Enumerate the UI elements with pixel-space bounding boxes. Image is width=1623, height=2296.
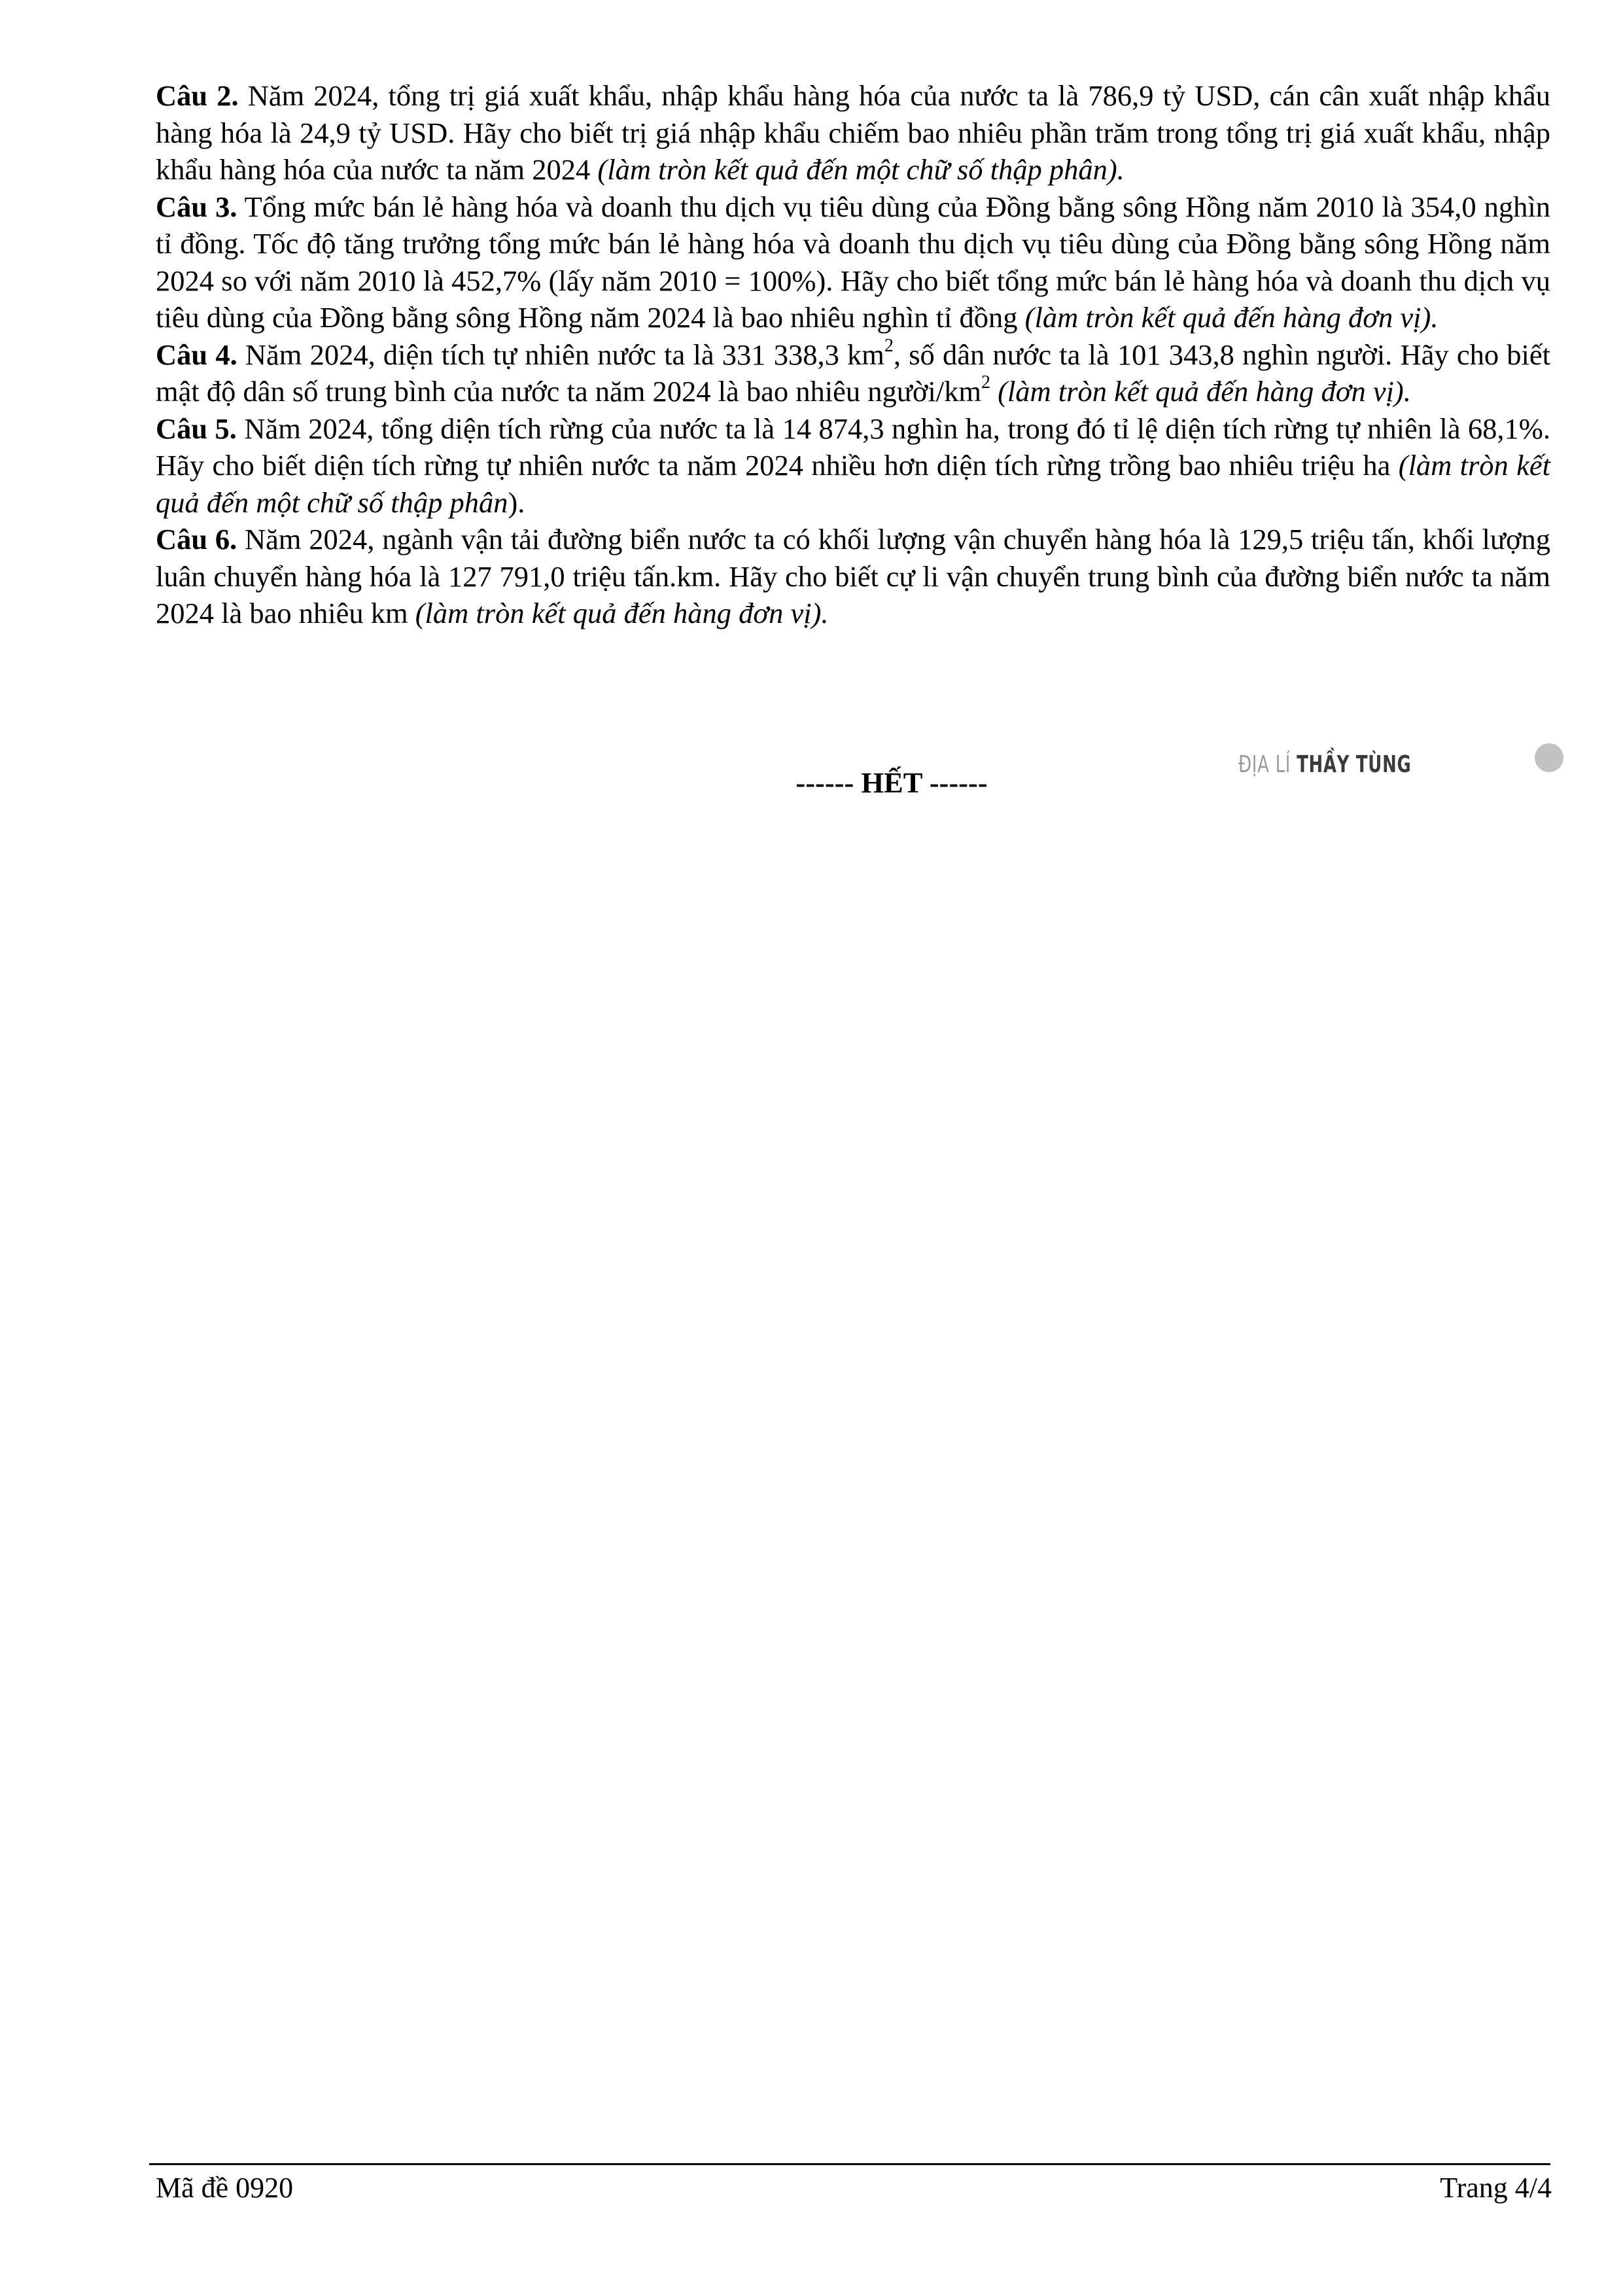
end-row [156,738,1550,797]
question-3 [156,188,1550,336]
question-text: Năm 2024, ngành vận tải đường biển nước ta có khối lượng vận chuyển hàng hóa là 129,5 triệu tấn, khối lượng luân chuyển hàng hóa là 127 791,0 triệu tấn.km. Hãy cho biết cự li vận chuyển trung bình của đường biển nước ta năm 2024 là bao nhiêu km [156,523,1550,629]
question-number: Câu 5. [156,412,237,445]
question-text: Tổng mức bán lẻ hàng hóa và doanh thu dịch vụ tiêu dùng của Đồng bằng sông Hồng năm 2010 là 354,0 nghìn tỉ đồng. Tốc độ tăng trưởng tổng mức bán lẻ hàng hóa và doanh thu dịch vụ tiêu dùng của Đồng bằng sông Hồng năm 2024 so với năm 2010 là 452,7% (lấy năm 2010 = 100%). Hãy cho biết tổng mức bán lẻ hàng hóa và doanh thu dịch vụ tiêu dùng của Đồng bằng sông Hồng năm 2024 là bao nhiêu nghìn tỉ đồng [156,190,1550,334]
question-text: Năm 2024, tổng trị giá xuất khẩu, nhập khẩu hàng hóa của nước ta là 786,9 tỷ USD, cán cân xuất nhập khẩu hàng hóa là 24,9 tỷ USD. Hãy cho biết trị giá nhập khẩu chiếm bao nhiêu phần trăm trong tổng trị giá xuất khẩu, nhập khẩu hàng hóa của nước ta năm 2024 [156,79,1550,186]
superscript: 2 [981,372,990,393]
rounding-note: (làm tròn kết quả đến một chữ số thập phân). [597,153,1125,186]
question-4 [156,336,1550,410]
brand-part1: ĐỊA LÍ [1238,751,1291,778]
question-list [156,77,1550,632]
question-number: Câu 3. [156,190,237,223]
rounding-note: (làm tròn kết quả đến hàng đơn vị). [990,375,1411,408]
question-text: , số dân nước ta là 101 343,8 nghìn người. Hãy cho biết mật độ dân số trung bình của nước ta năm 2024 là bao nhiêu người/km [156,338,1550,408]
question-text: Năm 2024, tổng diện tích rừng của nước ta là 14 874,3 nghìn ha, trong đó tỉ lệ diện tích rừng tự nhiên là 68,1%. Hãy cho biết diện tích rừng tự nhiên nước ta năm 2024 nhiều hơn diện tích rừng trồng bao nhiêu triệu ha [156,412,1550,482]
brand-part2: THẦY TÙNG [1297,751,1412,778]
question-6 [156,521,1550,632]
end-marker: ------ HẾT ------ [795,766,988,799]
brand-watermark [1238,751,1411,788]
question-5 [156,410,1550,521]
superscript: 2 [884,335,894,356]
question-text: Năm 2024, diện tích tự nhiên nước ta là 331 338,3 km [237,338,884,371]
exam-code: Mã đề 0920 [156,2172,294,2204]
question-number: Câu 6. [156,523,237,556]
rounding-note: (làm tròn kết quả đến hàng đơn vị). [415,597,829,629]
question-text-tail: ). [508,486,525,519]
question-number: Câu 4. [156,338,237,371]
rounding-note: (làm tròn kết quả đến một chữ số thập phân [156,449,1550,519]
footer-divider [149,2163,1550,2165]
page-number: Trang 4/4 [1440,2172,1552,2204]
brand-dot-icon [1535,743,1563,772]
rounding-note: (làm tròn kết quả đến hàng đơn vị). [1024,301,1439,334]
question-2 [156,77,1550,188]
question-number: Câu 2. [156,79,239,112]
